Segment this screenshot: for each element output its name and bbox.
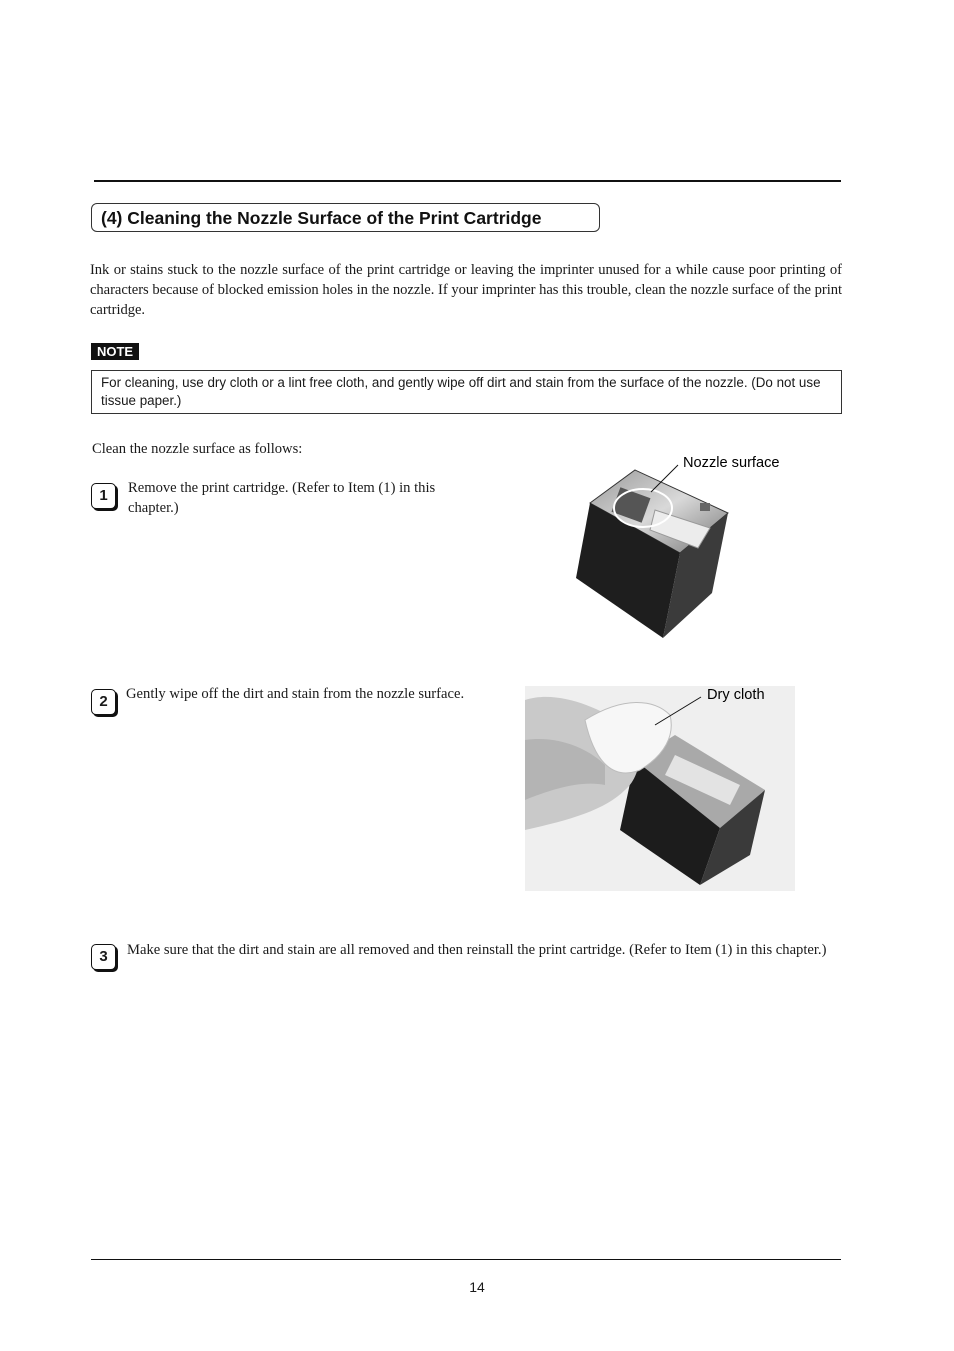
step-1-text: Remove the print cartridge. (Refer to Item (1) in this chapter.) bbox=[128, 480, 436, 516]
cartridge-nozzle-figure bbox=[560, 448, 810, 648]
step-2-text: Gently wipe off the dirt and stain from the nozzle surface. bbox=[126, 686, 465, 702]
note-box bbox=[91, 370, 842, 414]
step-1-badge: 1 bbox=[91, 483, 116, 509]
step-2-badge: 2 bbox=[91, 689, 116, 715]
step-3-badge: 3 bbox=[91, 944, 116, 970]
footer-rule bbox=[91, 1259, 841, 1260]
wiping-with-cloth-figure bbox=[525, 680, 800, 892]
instructions-lead: Clean the nozzle surface as follows: bbox=[92, 441, 303, 457]
dry-cloth-label: Dry cloth bbox=[707, 687, 765, 703]
intro-paragraph: Ink or stains stuck to the nozzle surface of the print cartridge or leaving the imprinter unused for a while cause poor printing of characters because of blocked emission holes in the nozzle. If your imprinter has this trouble, clean the nozzle surface of the print cartridge. bbox=[90, 262, 842, 318]
nozzle-surface-label: Nozzle surface bbox=[683, 455, 780, 471]
note-label: NOTE bbox=[91, 343, 139, 360]
note-text: For cleaning, use dry cloth or a lint free cloth, and gently wipe off dirt and stain from the surface of the nozzle. (Do not use tissue paper.) bbox=[101, 375, 821, 408]
section-heading-box bbox=[91, 203, 600, 232]
header-rule bbox=[94, 180, 841, 182]
page-number: 14 bbox=[469, 1279, 485, 1295]
step-3-text: Make sure that the dirt and stain are all removed and then reinstall the print cartridge. (Refer to Item (1) in this chapter.) bbox=[127, 942, 827, 958]
section-title: (4) Cleaning the Nozzle Surface of the Print Cartridge bbox=[101, 208, 542, 228]
